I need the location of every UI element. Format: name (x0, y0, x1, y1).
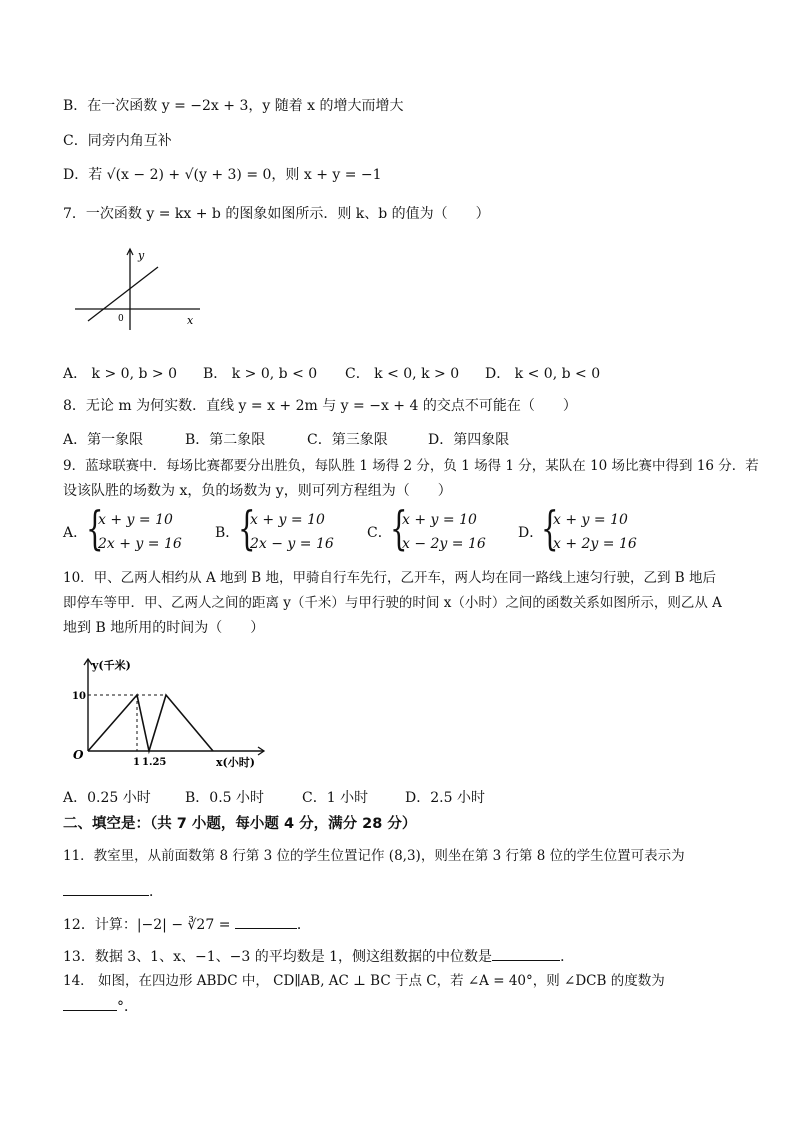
q10-option-b: B．0.5 小时 (185, 790, 265, 806)
q10-distance-time-graph (68, 655, 273, 770)
q14-stem: 14． 如图，在四边形 ABDC 中， CD∥AB, AC ⊥ BC 于点 C，若 ∠A = 40°，则 ∠DCB 的度数为 (63, 973, 665, 989)
q7-option-d: D． k < 0, b < 0 (485, 366, 601, 382)
q11-answer-line (63, 881, 163, 902)
q13-line (63, 946, 574, 967)
q11-stem: 11．教室里，从前面数第 8 行第 3 位的学生位置记作 (8,3)，则坐在第 3 行第 8 位的学生位置可表示为 (63, 848, 685, 864)
q10-option-c: C．1 小时 (302, 790, 369, 806)
q14-end: °． (117, 999, 138, 1015)
q9-option-label: C． (367, 525, 392, 541)
q14-answer-blank[interactable] (63, 996, 117, 1011)
q10-x-tick-125: 1.25 (142, 757, 167, 768)
q10-x-axis-label: x(小时) (216, 756, 255, 769)
q9-d-eq1: x + y = 10 (553, 512, 628, 528)
q11-end: ． (149, 884, 163, 900)
q10-origin-label: O (73, 748, 84, 762)
q9-stem-line-1: 9．蓝球联赛中．每场比赛都要分出胜负，每队胜 1 场得 2 分，负 1 场得 1 分，某队在 10 场比赛中得到 16 分．若 (63, 458, 759, 474)
q10-stem-line-3: 地到 B 地所用的时间为（ ） (63, 620, 265, 636)
section-2-heading: 二、填空是：（共 7 小题，每小题 4 分，满分 28 分） (63, 816, 417, 832)
q10-y-axis-label: y(千米) (92, 659, 131, 672)
q8-option-a: A．第一象限 (63, 432, 144, 448)
q12-stem: 12．计算：|−2| − ∛27 = (63, 917, 231, 933)
q13-answer-blank[interactable] (492, 946, 560, 961)
q12-line (63, 914, 311, 935)
q8-option-c: C．第三象限 (307, 432, 388, 448)
q13-stem: 13．数据 3、1、x、−1、−3 的平均数是 1，侧这组数据的中位数是 (63, 949, 493, 965)
q9-a-eq2: 2x + y = 16 (98, 536, 182, 552)
q7-stem: 7．一次函数 y = kx + b 的图象如图所示．则 k、b 的值为（ ） (63, 206, 490, 222)
q10-stem-line-1: 10．甲、乙两人相约从 A 地到 B 地，甲骑自行车先行，乙开车，两人均在同一路线上速匀行驶，乙到 B 地后 (63, 570, 717, 586)
q7-option-a: A． k > 0, b > 0 (63, 366, 177, 382)
q9-option-label: D． (518, 525, 544, 541)
q7-x-axis-label: x (187, 314, 194, 327)
q8-stem: 8．无论 m 为何实数．直线 y = x + 2m 与 y = −x + 4 的交点不可能在（ ） (63, 398, 577, 414)
q7-option-b: B． k > 0, b < 0 (203, 366, 318, 382)
q9-option-label: B． (215, 525, 240, 541)
q6-option-c: C．同旁内角互补 (63, 133, 172, 149)
q10-option-d: D．2.5 小时 (405, 790, 485, 806)
brace-symbol: { (238, 501, 256, 555)
q6-option-d: D．若 √(x − 2) + √(y + 3) = 0，则 x + y = −1 (63, 167, 382, 183)
q9-b-eq1: x + y = 10 (250, 512, 325, 528)
brace-symbol: { (541, 501, 559, 555)
q9-c-eq2: x − 2y = 16 (402, 536, 486, 552)
q8-option-d: D．第四象限 (428, 432, 510, 448)
q8-option-b: B．第二象限 (185, 432, 266, 448)
q9-option-label: A． (63, 525, 88, 541)
q7-option-c: C． k < 0, k > 0 (345, 366, 460, 382)
q9-c-eq1: x + y = 10 (402, 512, 477, 528)
q9-b-eq2: 2x − y = 16 (250, 536, 334, 552)
q9-a-eq1: x + y = 10 (98, 512, 173, 528)
brace-symbol: { (86, 501, 104, 555)
q11-answer-blank[interactable] (63, 881, 149, 896)
q10-option-a: A．0.25 小时 (63, 790, 151, 806)
q7-y-axis-label: y (138, 249, 145, 262)
brace-symbol: { (390, 501, 408, 555)
q10-y-tick-10: 10 (72, 691, 86, 702)
q7-origin-label: 0 (118, 314, 124, 324)
q13-end: ． (560, 949, 575, 965)
q14-answer-line (63, 996, 138, 1017)
q12-answer-blank[interactable] (235, 914, 297, 929)
q10-x-tick-1: 1 (133, 757, 140, 768)
q7-linear-graph (70, 245, 210, 335)
q9-d-eq2: x + 2y = 16 (553, 536, 637, 552)
q9-stem-line-2: 设该队胜的场数为 x，负的场数为 y，则可列方程组为（ ） (63, 483, 452, 499)
q10-stem-line-2: 即停车等甲．甲、乙两人之间的距离 y（千米）与甲行驶的时间 x（小时）之间的函数关系如图所示，则乙从 A (63, 595, 722, 611)
q6-option-b: B．在一次函数 y = −2x + 3，y 随着 x 的增大而增大 (63, 98, 404, 114)
q12-end: ． (296, 917, 311, 933)
